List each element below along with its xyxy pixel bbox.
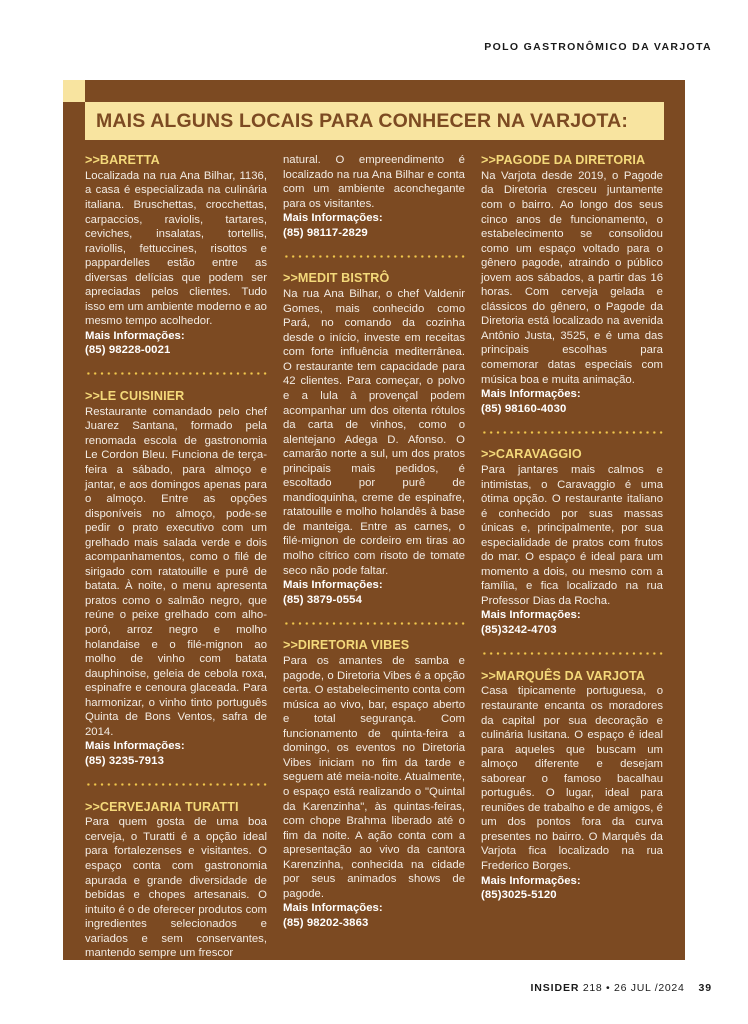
entry-body: Na rua Ana Bilhar, o chef Valdenir Gomes, mais conhecido como Pará, no comando da cozinha desde o início, investe em receitas com forte influência mediterrânea. O restaurante tem capacidade para 42 clientes. Para começar, o polvo e a lula à provençal podem acompanhar um dos oitenta rótulos da carta de vinhos, como o alentejano Adega D. Afonso. O camarão norte a sul, um dos pratos principais mais pedidos, é escoltado por purê de mandioquinha, creme de espinafre, ratatouille e molho holandês à base de manteiga. Entre as carnes, o filé-mignon de cordeiro em tiras ao molho cítrico com risoto de tomate seco não pode faltar. — [283, 288, 465, 577]
phone-number: (85) 3235-7913 — [85, 754, 164, 767]
more-info-label: Mais Informações: — [481, 874, 581, 887]
entry-title: >>MARQUÊS DA VARJOTA — [481, 668, 646, 683]
dotted-separator — [85, 364, 267, 384]
corner-notch-decoration — [63, 80, 85, 102]
page-number: 39 — [698, 982, 712, 994]
entry-medit-bistro — [283, 271, 465, 607]
entry-marques-da-varjota — [481, 669, 663, 903]
more-info-label: Mais Informações: — [85, 329, 185, 342]
column-1 — [85, 153, 267, 960]
more-info-label: Mais Informações: — [481, 609, 581, 622]
phone-number: (85) 98228-0021 — [85, 344, 171, 357]
running-head: POLO GASTRONÔMICO DA VARJOTA — [484, 41, 712, 53]
entry-baretta — [85, 153, 267, 358]
more-info-label: Mais Informações: — [481, 388, 581, 401]
entry-diretoria-vibes — [283, 638, 465, 930]
more-info-label: Mais Informações: — [85, 740, 185, 753]
headline-title: MAIS ALGUNS LOCAIS PARA CONHECER NA VARJOTA: — [96, 109, 629, 132]
column-2 — [283, 153, 465, 943]
entry-body: Casa tipicamente portuguesa, o restaurante encanta os moradores da capital por sua decoração e culinária lusitana. O espaço é ideal para aqueles que buscam um almoço diferente e desejam saborear o famoso bacalhau português. O lugar, ideal para reuniões de trabalho e de amigos, é um dos pontos fora da curva presentes no bairro. O Marquês da Varjota fica localizado na rua Frederico Borges. — [481, 685, 663, 872]
phone-number: (85)3025-5120 — [481, 889, 557, 902]
entry-cervejaria-turatti — [85, 800, 267, 961]
column-3 — [481, 153, 663, 943]
entry-title: >>BARETTA — [85, 153, 160, 167]
dotted-separator — [481, 422, 663, 442]
dotted-separator — [283, 613, 465, 633]
dotted-separator — [283, 246, 465, 266]
entry-pagode-da-diretoria — [481, 153, 663, 416]
entry-title: >>PAGODE DA DIRETORIA — [481, 153, 646, 167]
dotted-separator — [481, 644, 663, 664]
entry-title: >>CERVEJARIA TURATTI — [85, 799, 239, 814]
entry-title: >>LE CUISINIER — [85, 388, 185, 403]
entry-title: >>DIRETORIA VIBES — [283, 638, 410, 653]
phone-number: (85)3242-4703 — [481, 624, 557, 637]
footer-issue — [530, 982, 684, 994]
entry-body: Para jantares mais calmos e intimistas, o Caravaggio é uma ótima opção. O restaurante italiano é conhecido por suas massas únicas e, principalmente, por sua especialidade de pratos com frutos do mar. O espaço é ideal para um momento a dois, ou mesmo com a família, e fica localizado na rua Professor Dias da Rocha. — [481, 464, 663, 607]
entry-title: >>MEDIT BISTRÔ — [283, 271, 390, 286]
more-info-label: Mais Informações: — [283, 212, 383, 225]
entry-caravaggio — [481, 447, 663, 637]
phone-number: (85) 98202-3863 — [283, 916, 369, 929]
more-info-label: Mais Informações: — [283, 579, 383, 592]
page-footer — [530, 982, 712, 994]
entry-body: Para os amantes de samba e pagode, o Diretoria Vibes é a opção certa. O estabelecimento conta com música ao vivo, bar, espaço aberto e total segurança. Com funcionamento de quinta-feira a domingo, os eventos no Diretoria Vibes iniciam no fim da tarde e seguem até meia-noite. Atualmente, o espaço está realizando o "Quintal da Karenzinha", às quintas-feiras, com chope Brahma liberado até o fim da noite. A ação conta com a apresentação ao vivo da cantora Karenzinha, conhecida na cidade por seus animados shows de pagode. — [283, 655, 465, 900]
entry-cervejaria-turatti-continuation — [283, 153, 465, 240]
entry-body: natural. O empreendimento é localizado na rua Ana Bilhar e conta com um ambiente aconchegante para os visitantes. — [283, 154, 465, 210]
article-columns — [85, 153, 665, 960]
entry-body: Para quem gosta de uma boa cerveja, o Turatti é a opção ideal para fortalezenses e visitantes. O espaço conta com gastronomia apurada e grande diversidade de bebidas e chopes artesanais. O intuito é o de oferecer produtos com ingredientes selecionados e variados e sem conservantes, mantendo sempre um frescor — [85, 816, 267, 960]
footer-brand: INSIDER — [530, 982, 580, 994]
more-info-label: Mais Informações: — [283, 902, 383, 915]
phone-number: (85) 3879-0554 — [283, 593, 362, 606]
entry-body: Restaurante comandado pelo chef Juarez Santana, formado pela renomada escola de gastronomia Le Cordon Bleu. Funciona de terça-feira a sábado, para almoço e jantar, e aos domingos apenas para o almoço. Entre as opções disponíveis no almoço, pode-se pedir o prato executivo com um grelhado mais salada verde e dois acompanhamentos, como o filé de sirigado com ratatouille e purê de batata. À noite, o menu apresenta pratos como o salmão negro, que reúne o peixe grelhado com alho-poró, arroz negro e molho holandaise e o filé-mignon ao molho de vinho com batata dauphinoise, geleia de cebola roxa, espinafre e cenoura glaceada. Para harmonizar, o vinho tinto português Quinta de Bons Ventos, safra de 2014. — [85, 405, 267, 738]
phone-number: (85) 98117-2829 — [283, 226, 368, 239]
entry-body: Na Varjota desde 2019, o Pagode da Diretoria cresceu juntamente com o bairro. Ao longo dos seus cinco anos de funcionamento, o estabelecimento se consolidou como um espaço voltado para o gênero pagode, atraindo o público jovem aos sábados, a partir das 16 horas. Com cerveja gelada e clássicos do gênero, o Pagode da Diretoria está localizado na avenida Antônio Justa, 3525, e é uma das principais escolhas para comemorar datas especiais com música boa e muita animação. — [481, 169, 663, 386]
entry-body: Localizada na rua Ana Bilhar, 1136, a casa é especializada na culinária italiana. Bruschettas, crocchettas, carpaccios, raviolis, tartares, ceviches, insalatas, tortellis, raviollis, fettuccines, risottos e pappardelles estão entre as diversas delícias que podem ser apreciadas pelos clientes. Tudo isso em um ambiente moderno e ao mesmo tempo acolhedor. — [85, 169, 267, 328]
headline-banner — [85, 102, 664, 140]
dotted-separator — [85, 775, 267, 795]
entry-title: >>CARAVAGGIO — [481, 447, 582, 462]
phone-number: (85) 98160-4030 — [481, 402, 567, 415]
entry-le-cuisinier — [85, 389, 267, 769]
footer-meta: 218 • 26 JUL /2024 — [582, 982, 685, 994]
